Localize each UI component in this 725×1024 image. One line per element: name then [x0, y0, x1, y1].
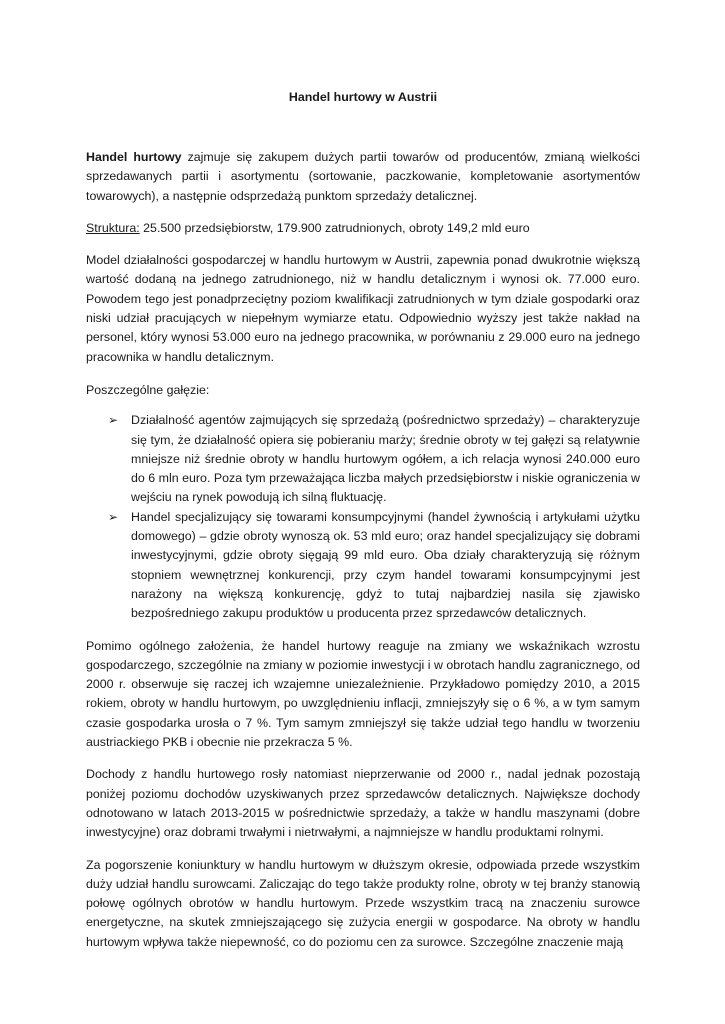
intro-text: zajmuje się zakupem dużych partii towarów od producentów, zmianą wielkości sprzedawanych partii i asortymentu (sortowanie, paczkowanie, kompletowanie asortymentów towarowych), a następnie odsprzedażą punktom sprzedaży detalicznej. — [86, 150, 641, 203]
document-title: Handel hurtowy w Austrii — [288, 90, 438, 104]
structure-text: 25.500 przedsiębiorstw, 179.900 zatrudnionych, obroty 149,2 mld euro — [139, 220, 530, 235]
economy-paragraph: Pomimo ogólnego założenia, że handel hurtowy reaguje na zmiany we wskaźnikach wzrostu gospodarczego, szczególnie na zmiany w poziomie inwestycji i w obrotach handlu zagranicznego, od 2000 r. obserwuje się raczej ich wzajemne uniezależnienie. Przykładowo pomiędzy 2010, a 2015 rokiem, obroty w handlu hurtowym, po uwzględnieniu inflacji, zmniejszyły się o 6 %, a w tym samym czasie gospodarka urosła o 7 %. Tym samym zmniejszył się także udział tego handlu w tworzeniu austriackiego PKB i obecnie nie przekracza 5 %. — [86, 638, 640, 750]
structure-label: Struktura: — [86, 220, 140, 235]
branches-label: Poszczególne gałęzie: — [86, 382, 210, 397]
document-page — [86, 88, 640, 952]
structure-paragraph — [86, 219, 640, 238]
branches-list — [86, 411, 640, 623]
list-item — [86, 411, 640, 507]
model-paragraph: Model działalności gospodarczej w handlu hurtowym w Austrii, zapewnia ponad dwukrotnie większą wartość dodaną na jednego zatrudnionego, niż w handlu detalicznym i wynosi ok. 77.000 euro. Powodem tego jest ponadprzeciętny poziom kwalifikacji zatrudnionych w tym dziale gospodarki oraz niski udział pracujących w niepełnym wymiarze etatu. Odpowiednio wyższy jest także nakład na personel, który wynosi 53.000 euro na jednego pracownika, w porównaniu z 29.000 euro na jednego pracownika w handlu detalicznym. — [86, 253, 640, 364]
income-paragraph: Dochody z handlu hurtowego rosły natomiast nieprzerwanie od 2000 r., nadal jednak pozostają poniżej poziomu dochodów uzyskiwanych przez sprzedawców detalicznych. Największe dochody odnotowano w latach 2013-2015 w pośrednictwie sprzedaży, a także w handlu maszynami (dobre inwestycyjne) oraz dobrami trwałymi i nietrwałymi, a najmniejsze w handlu produktami rolnymi. — [86, 767, 640, 840]
intro-paragraph — [86, 148, 640, 206]
list-item — [86, 508, 640, 624]
arrow-bullet-icon: ➢ — [108, 413, 119, 428]
list-item-text: Działalność agentów zajmujących się sprzedażą (pośrednictwo sprzedaży) – charakteryzuje się tym, że działalność opiera się pobieraniu marży; średnie obroty w tej gałęzi są relatywnie mniejsze niż średnie obroty w handlu hurtowym ogółem, a ich relacja wynosi 240.000 euro do 6 mln euro. Poza tym przeważająca liczba małych przedsiębiorstw i niskie ograniczenia w wejściu na rynek powodują ich silną fluktuację. — [131, 413, 640, 505]
decline-paragraph: Za pogorszenie koniunktury w handlu hurtowym w dłuższym okresie, odpowiada przede wszystkim duży udział handlu surowcami. Zaliczając do tego także produkty rolne, obroty w tej branży stanowią połowę ogólnych obrotów w handlu hurtowym. Przede wszystkim tracą na znaczeniu surowce energetyczne, na skutek zmniejszającego się zużycia energii w gospodarce. Na obroty w handlu hurtowym wpływa także niepewność, co do poziomu cen za surowce. Szczególne znaczenie mają — [86, 857, 640, 949]
intro-bold-term: Handel hurtowy — [86, 150, 182, 164]
arrow-bullet-icon: ➢ — [108, 509, 119, 524]
list-item-text: Handel specjalizujący się towarami konsumpcyjnymi (handel żywnością i artykułami użytku domowego) – gdzie obroty wynoszą ok. 53 mld euro; oraz handel specjalizujący się dobrami inwestycyjnymi, gdzie obroty sięgają 99 mld euro. Oba działy charakteryzują się różnym stopniem wewnętrznej konkurencji, przy czym handel towarami konsumpcyjnymi jest narażony na większą konkurencję, gdyż to tutaj najbardziej nasila się zjawisko bezpośredniego zakupu produktów u producenta przez sprzedawców detalicznych. — [131, 509, 640, 621]
